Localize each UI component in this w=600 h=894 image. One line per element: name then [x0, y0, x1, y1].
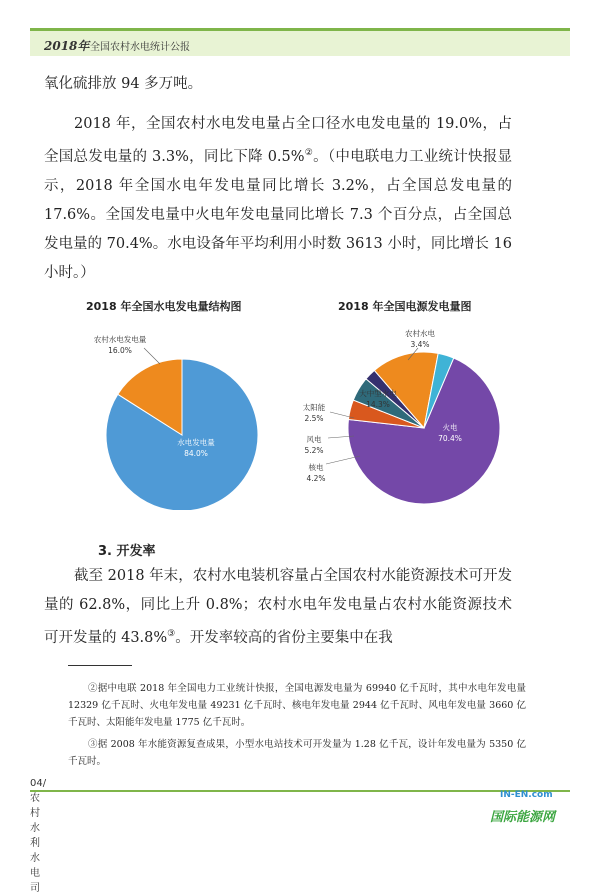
- paragraph-1: 氧化硫排放 94 多万吨。: [44, 76, 203, 92]
- footnote-ref-3: ③: [167, 629, 176, 639]
- pie-label-0: 火电: [442, 423, 458, 432]
- chart-1-title: 2018 年全国水电发电量结构图: [86, 300, 242, 313]
- pie-value-2: 5.2%: [304, 446, 324, 455]
- footnote-divider: [68, 665, 132, 666]
- paragraph-3-text-b: 。开发率较高的省份主要集中在我: [175, 629, 393, 646]
- pie-label-3: 太阳能: [302, 403, 326, 412]
- pie-label-0: 水电发电量: [177, 438, 215, 447]
- power-source-pie-chart: [300, 320, 510, 510]
- section-heading: 3. 开发率: [98, 544, 156, 559]
- pie-value-1: 4.2%: [306, 474, 326, 483]
- footnote-2: ②据中电联 2018 年全国电力工业统计快报，全国电源发电量为 69940 亿千瓦时，其中水电年发电量 12329 亿千瓦时、火电年发电量 49231 亿千瓦时、核电年发电量 2944 亿千瓦时、风电年发电量 3660 亿千瓦时、太阳能年发电量 1775 亿千瓦时。: [68, 683, 526, 728]
- paragraph-2-text-b: 。（中电联电力工业统计快报显示，2018 年全国水电年发电量同比增长 3.2%，占全国总发电量的 17.6%。全国发电量中火电年发电量同比增长 7.3 个百分点，占全国总发电量的 70.4%。水电设备年平均利用小时数 3613 小时，同比增长 16 小时。）: [44, 148, 512, 281]
- footnote-ref-2: ②: [304, 148, 314, 158]
- watermark-logo: [470, 784, 590, 836]
- pie-label-5: 农村水电: [405, 329, 435, 338]
- header-year: 2018年: [44, 39, 90, 53]
- pie-value-3: 2.5%: [304, 414, 324, 423]
- pie-value-0: 84.0%: [184, 449, 208, 458]
- chart-2-title: 2018 年全国电源发电量图: [338, 300, 472, 313]
- hydropower-structure-pie-chart: [86, 320, 286, 510]
- footnote-3: ③据 2008 年水能资源复查成果，小型水电站技术可开发量为 1.28 亿千瓦，设计年发电量为 5350 亿千瓦时。: [68, 739, 526, 767]
- header-title: 全国农村水电统计公报: [90, 42, 190, 53]
- pie-label-4: 大中型水电: [359, 389, 397, 398]
- pie-leader-line-1: [144, 348, 160, 364]
- pie-value-0: 70.4%: [438, 434, 462, 443]
- paragraph-3: [44, 562, 512, 653]
- pie-value-5: 3.4%: [410, 340, 430, 349]
- watermark-bottom: 国际能源网: [490, 810, 556, 825]
- header-bar: [30, 28, 570, 56]
- paragraph-3-text-a: 截至 2018 年末，农村水电装机容量占全国农村水能资源技术可开发量的 62.8%，同比上升 0.8%；农村水电年发电量占农村水能资源技术可开发量的 43.8%: [44, 568, 512, 646]
- pie-value-1: 16.0%: [108, 346, 132, 355]
- pie-label-1: 农村水电发电量: [93, 335, 147, 344]
- footer-page-label: 04/农村水利水电司: [30, 778, 47, 894]
- watermark-top: IN-EN.com: [500, 790, 553, 800]
- pie-value-4: 14.3%: [366, 400, 390, 409]
- pie-label-1: 核电: [308, 463, 324, 472]
- paragraph-2-text-a: 2018 年，全国农村水电发电量占全口径水电发电量的 19.0%，占全国总发电量的 3.3%，同比下降 0.5%: [44, 116, 512, 165]
- pie-label-2: 风电: [306, 435, 322, 444]
- paragraph-2: [44, 110, 512, 288]
